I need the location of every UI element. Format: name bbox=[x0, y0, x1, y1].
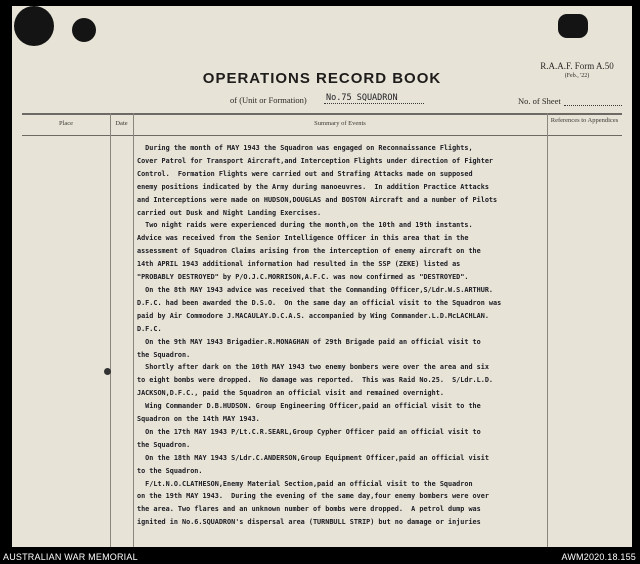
text-line: assessment of Squadron Claims arising from the interception of enemy aircraft on the bbox=[137, 247, 481, 256]
form-date: (Feb., '22) bbox=[564, 73, 590, 79]
column-header-date: Date bbox=[115, 120, 128, 127]
text-line: Cover Patrol for Transport Aircraft,and Interception Flights under direction of Fighter bbox=[137, 156, 494, 165]
text-line: the area. Two flares and an unknown number of bombs were dropped. A petrol dump was bbox=[137, 505, 481, 514]
sheet-number-label: No. of Sheet bbox=[518, 96, 561, 106]
table-top-rule bbox=[22, 113, 622, 115]
text-line: Squadron on the 14th MAY 1943. bbox=[137, 415, 260, 424]
text-line: to the Squadron. bbox=[137, 466, 203, 475]
text-line: On the 18th MAY 1943 S/Ldr.C.ANDERSON,Group Equipment Officer,paid an official visit bbox=[137, 453, 489, 462]
page-title: OPERATIONS RECORD BOOK bbox=[202, 70, 442, 87]
text-line: the Squadron. bbox=[137, 350, 191, 359]
text-line: "PROBABLY DESTROYED" by P/O.J.C.MORRISON,A.F.C. was now confirmed as "DESTROYED". bbox=[137, 273, 469, 282]
column-header-references: References to Appendices bbox=[550, 117, 619, 124]
unit-label: of (Unit or Formation) bbox=[230, 95, 307, 105]
text-line: Wing Commander D.B.HUDSON. Group Engineering Officer,paid an official visit to the bbox=[137, 402, 481, 411]
sheet-number-field bbox=[564, 105, 622, 106]
archive-caption: AUSTRALIAN WAR MEMORIAL bbox=[3, 552, 138, 562]
column-divider bbox=[110, 113, 111, 547]
text-line: on the 19th MAY 1943. During the evening of the same day,four enemy bombers were over bbox=[137, 492, 489, 501]
text-line: On the 17th MAY 1943 P/Lt.C.R.SEARL,Group Cypher Officer paid an official visit to bbox=[137, 427, 481, 436]
text-line: 14th APRIL 1943 additional information had resulted in the SSP (ZEKE) listed as bbox=[137, 260, 461, 269]
text-line: F/Lt.N.O.CLATHESON,Enemy Material Section,paid an official visit to the Squadron bbox=[137, 479, 473, 488]
punch-mark bbox=[104, 368, 111, 375]
form-reference bbox=[532, 62, 622, 79]
text-line: D.F.C. had been awarded the D.S.O. On the same day an official visit to the Squadron was bbox=[137, 298, 502, 307]
text-line: Shortly after dark on the 10th MAY 1943 two enemy bombers were over the area and six bbox=[137, 363, 489, 372]
unit-value: No.75 SQUADRON bbox=[324, 93, 424, 104]
form-number: R.A.A.F. Form A.50 bbox=[540, 61, 614, 71]
text-line: On the 8th MAY 1943 advice was received that the Commanding Officer,S/Ldr.W.S.ARTHUR. bbox=[137, 285, 494, 294]
text-line: paid by Air Commodore J.MACAULAY.D.C.A.S. accompanied by Wing Commander.L.D.McLACHLAN. bbox=[137, 311, 489, 320]
summary-of-events-text bbox=[137, 142, 557, 529]
text-line: D.F.C. bbox=[137, 324, 162, 333]
binder-hole bbox=[558, 14, 588, 38]
text-line: JACKSON,D.F.C., paid the Squadron an official visit and remained overnight. bbox=[137, 389, 444, 398]
text-line: Control. Formation Flights were carried out and Strafing Attacks made on supposed bbox=[137, 169, 473, 178]
text-line: to eight bombs were dropped. No damage was reported. This was Raid No.25. S/Ldr.L.D. bbox=[137, 376, 494, 385]
column-header-rule bbox=[22, 135, 622, 136]
column-divider bbox=[133, 113, 134, 547]
text-line: carried out Dusk and Night Landing Exercises. bbox=[137, 208, 322, 217]
binder-hole bbox=[72, 18, 96, 42]
text-line: ignited in No.6.SQUADRON's dispersal area (TURNBULL STRIP) but no damage or injuries bbox=[137, 518, 481, 527]
text-line: the Squadron. bbox=[137, 440, 191, 449]
text-line: enemy positions indicated by the Army during manoeuvres. In addition Practice Attacks bbox=[137, 182, 489, 191]
document-page bbox=[12, 6, 632, 547]
archive-reference: AWM2020.18.155 bbox=[561, 552, 636, 562]
column-header-place: Place bbox=[58, 120, 74, 127]
column-header-summary: Summary of Events bbox=[314, 120, 366, 127]
text-line: During the month of MAY 1943 the Squadron was engaged on Reconnaissance Flights, bbox=[137, 144, 473, 152]
text-line: and Interceptions were made on HUDSON,DOUGLAS and BOSTON Aircraft and a number of Pilots bbox=[137, 195, 498, 204]
binder-hole bbox=[14, 6, 54, 46]
text-line: Two night raids were experienced during the month,on the 10th and 19th instants. bbox=[137, 221, 473, 230]
text-line: On the 9th MAY 1943 Brigadier.R.MONAGHAN of 29th Brigade paid an official visit to bbox=[137, 337, 481, 346]
text-line: Advice was received from the Senior Intelligence Officer in this area that in the bbox=[137, 234, 469, 243]
